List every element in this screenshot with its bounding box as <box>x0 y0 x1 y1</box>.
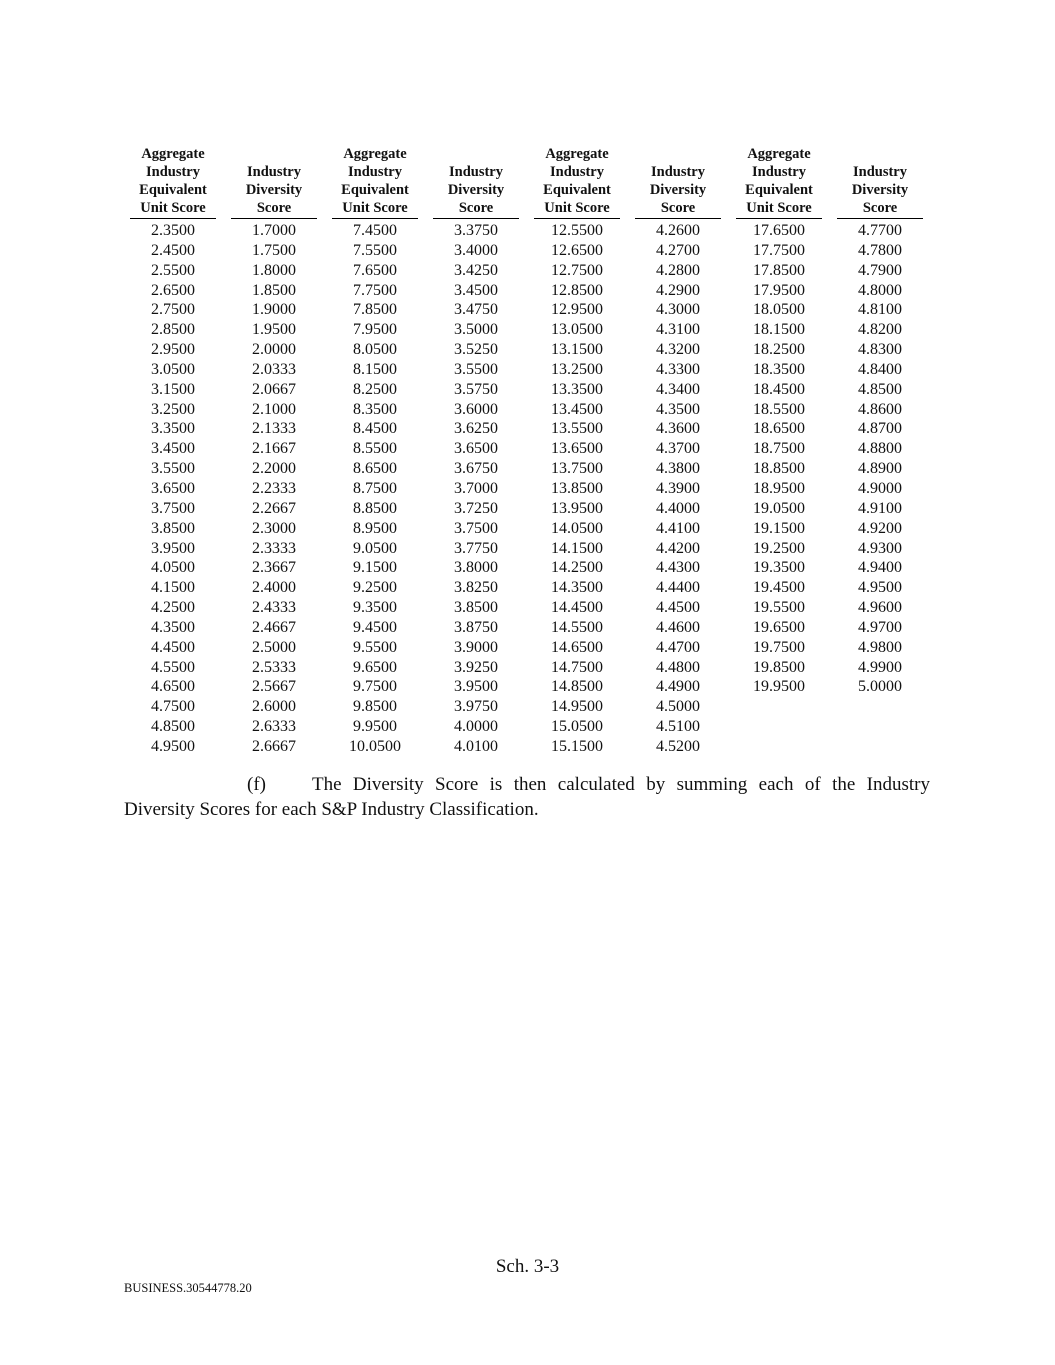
cell-aggregate-unit-score: 2.5500 <box>151 261 195 279</box>
cell-aggregate-unit-score: 18.9500 <box>753 479 805 497</box>
header-line: Unit Score <box>544 200 610 216</box>
cell-aggregate-unit-score: 17.6500 <box>753 222 805 239</box>
cell-industry-diversity-score: 4.4300 <box>656 559 700 577</box>
cell-aggregate-unit-score: 12.5500 <box>551 222 603 239</box>
cell-aggregate-unit-score: 8.5500 <box>353 440 397 458</box>
table-row <box>130 697 923 717</box>
header-line: Unit Score <box>342 200 408 216</box>
header-line: Industry <box>146 164 200 180</box>
cell-industry-diversity-score: 4.3000 <box>656 301 700 319</box>
header-line: Unit Score <box>140 200 206 216</box>
cell-aggregate-unit-score: 4.9500 <box>151 737 195 755</box>
cell-aggregate-unit-score: 13.4500 <box>551 400 603 418</box>
cell-industry-diversity-score: 4.2700 <box>656 241 700 259</box>
page-number: Sch. 3-3 <box>495 1256 560 1277</box>
cell-aggregate-unit-score: 19.4500 <box>753 579 805 597</box>
cell-aggregate-unit-score: 7.7500 <box>353 281 397 299</box>
cell-industry-diversity-score: 4.4200 <box>656 539 700 557</box>
cell-aggregate-unit-score: 18.1500 <box>753 321 805 339</box>
cell-aggregate-unit-score: 19.2500 <box>753 539 805 557</box>
cell-industry-diversity-score: 4.4700 <box>656 638 700 656</box>
cell-aggregate-unit-score: 9.6500 <box>353 658 397 676</box>
header-line: Aggregate <box>545 146 609 162</box>
paragraph-text: The Diversity Score is then calculated by summing each of the Industry Diversity Scores for each S&P Industry Classification. <box>124 774 930 820</box>
cell-aggregate-unit-score: 9.0500 <box>353 539 397 557</box>
document-id: BUSINESS.30544778.20 <box>124 1281 252 1295</box>
cell-aggregate-unit-score: 3.2500 <box>151 400 195 418</box>
table-row <box>130 539 923 559</box>
cell-aggregate-unit-score: 12.6500 <box>551 241 603 259</box>
paragraph-label: (f) <box>247 774 266 795</box>
header-line: Aggregate <box>343 146 407 162</box>
header-line: Score <box>458 200 494 216</box>
cell-aggregate-unit-score: 13.5500 <box>551 420 603 438</box>
cell-aggregate-unit-score: 8.6500 <box>353 460 397 478</box>
table-row <box>130 618 923 638</box>
cell-industry-diversity-score: 2.5667 <box>252 678 296 696</box>
cell-industry-diversity-score: 2.3333 <box>252 539 296 557</box>
cell-aggregate-unit-score: 4.2500 <box>151 599 195 617</box>
cell-industry-diversity-score: 1.8500 <box>252 281 296 299</box>
cell-industry-diversity-score: 4.8900 <box>858 460 902 478</box>
cell-aggregate-unit-score: 2.3500 <box>151 222 195 239</box>
header-line <box>635 145 721 163</box>
cell-aggregate-unit-score: 19.7500 <box>753 638 805 656</box>
cell-aggregate-unit-score: 18.5500 <box>753 400 805 418</box>
cell-industry-diversity-score: 2.5000 <box>252 638 296 656</box>
cell-industry-diversity-score: 4.3700 <box>656 440 700 458</box>
cell-aggregate-unit-score: 2.4500 <box>151 241 195 259</box>
header-industry-diversity-score <box>216 145 317 221</box>
cell-industry-diversity-score: 3.9250 <box>454 658 498 676</box>
cell-aggregate-unit-score: 12.8500 <box>551 281 603 299</box>
cell-aggregate-unit-score: 3.4500 <box>151 440 195 458</box>
cell-industry-diversity-score: 4.9200 <box>858 519 902 537</box>
cell-aggregate-unit-score: 9.8500 <box>353 698 397 716</box>
cell-aggregate-unit-score: 19.5500 <box>753 599 805 617</box>
cell-aggregate-unit-score: 14.2500 <box>551 559 603 577</box>
cell-industry-diversity-score: 2.1333 <box>252 420 296 438</box>
table-row <box>130 598 923 618</box>
table-row <box>130 677 923 697</box>
cell-industry-diversity-score: 4.2900 <box>656 281 700 299</box>
cell-industry-diversity-score: 3.7750 <box>454 539 498 557</box>
table-row <box>130 360 923 380</box>
cell-industry-diversity-score: 3.8250 <box>454 579 498 597</box>
table-row <box>130 558 923 578</box>
header-line: Industry <box>651 164 705 180</box>
cell-industry-diversity-score: 4.4800 <box>656 658 700 676</box>
cell-industry-diversity-score: 4.2600 <box>656 222 700 239</box>
cell-industry-diversity-score: 3.7000 <box>454 479 498 497</box>
table-body <box>130 221 923 757</box>
cell-industry-diversity-score: 1.8000 <box>252 261 296 279</box>
table-row <box>130 717 923 737</box>
header-line <box>837 145 923 163</box>
cell-aggregate-unit-score: 14.3500 <box>551 579 603 597</box>
table-row <box>130 340 923 360</box>
cell-industry-diversity-score: 2.6000 <box>252 698 296 716</box>
cell-aggregate-unit-score: 3.7500 <box>151 499 195 517</box>
table-row <box>130 320 923 340</box>
cell-aggregate-unit-score: 18.6500 <box>753 420 805 438</box>
cell-industry-diversity-score: 3.4500 <box>454 281 498 299</box>
cell-aggregate-unit-score: 7.9500 <box>353 321 397 339</box>
cell-industry-diversity-score: 4.4000 <box>656 499 700 517</box>
table-row <box>130 419 923 439</box>
header-line <box>433 145 519 163</box>
cell-industry-diversity-score: 4.8600 <box>858 400 902 418</box>
header-line: Diversity <box>245 182 303 198</box>
header-line: Industry <box>247 164 301 180</box>
table-row <box>130 241 923 261</box>
cell-aggregate-unit-score: 15.0500 <box>551 718 603 736</box>
table-row <box>130 499 923 519</box>
cell-industry-diversity-score: 3.6750 <box>454 460 498 478</box>
cell-industry-diversity-score <box>822 717 923 737</box>
cell-industry-diversity-score: 4.9500 <box>858 579 902 597</box>
cell-industry-diversity-score: 4.9800 <box>858 638 902 656</box>
cell-industry-diversity-score: 3.4000 <box>454 241 498 259</box>
cell-industry-diversity-score: 4.7900 <box>858 261 902 279</box>
cell-aggregate-unit-score: 14.6500 <box>551 638 603 656</box>
cell-industry-diversity-score: 3.7500 <box>454 519 498 537</box>
cell-industry-diversity-score: 2.3667 <box>252 559 296 577</box>
cell-industry-diversity-score: 2.0333 <box>252 360 296 378</box>
cell-industry-diversity-score: 4.4900 <box>656 678 700 696</box>
header-line: Equivalent <box>139 182 207 198</box>
cell-aggregate-unit-score: 2.9500 <box>151 341 195 359</box>
cell-aggregate-unit-score: 13.7500 <box>551 460 603 478</box>
table-row <box>130 261 923 281</box>
cell-industry-diversity-score: 4.3500 <box>656 400 700 418</box>
cell-aggregate-unit-score: 8.9500 <box>353 519 397 537</box>
cell-aggregate-unit-score: 18.7500 <box>753 440 805 458</box>
cell-industry-diversity-score: 3.8000 <box>454 559 498 577</box>
cell-industry-diversity-score: 2.1667 <box>252 440 296 458</box>
cell-aggregate-unit-score: 18.4500 <box>753 380 805 398</box>
cell-aggregate-unit-score <box>721 737 822 757</box>
table-header-row <box>130 145 923 221</box>
header-line <box>231 145 317 163</box>
cell-industry-diversity-score: 3.9000 <box>454 638 498 656</box>
cell-industry-diversity-score: 4.0100 <box>454 737 498 755</box>
cell-industry-diversity-score: 2.4667 <box>252 618 296 636</box>
cell-industry-diversity-score: 4.8000 <box>858 281 902 299</box>
table-row <box>130 658 923 678</box>
cell-industry-diversity-score: 4.8200 <box>858 321 902 339</box>
cell-industry-diversity-score: 4.3200 <box>656 341 700 359</box>
table-row <box>130 479 923 499</box>
cell-industry-diversity-score: 4.3100 <box>656 321 700 339</box>
cell-aggregate-unit-score: 13.0500 <box>551 321 603 339</box>
cell-aggregate-unit-score: 3.9500 <box>151 539 195 557</box>
cell-aggregate-unit-score: 4.1500 <box>151 579 195 597</box>
cell-aggregate-unit-score <box>721 717 822 737</box>
cell-industry-diversity-score: 4.9000 <box>858 479 902 497</box>
cell-aggregate-unit-score: 3.6500 <box>151 479 195 497</box>
cell-industry-diversity-score: 4.9400 <box>858 559 902 577</box>
cell-aggregate-unit-score: 14.5500 <box>551 618 603 636</box>
cell-industry-diversity-score: 4.3900 <box>656 479 700 497</box>
cell-aggregate-unit-score: 12.9500 <box>551 301 603 319</box>
cell-industry-diversity-score: 4.3400 <box>656 380 700 398</box>
cell-industry-diversity-score: 3.5500 <box>454 360 498 378</box>
cell-industry-diversity-score: 4.9700 <box>858 618 902 636</box>
cell-industry-diversity-score: 2.2000 <box>252 460 296 478</box>
cell-aggregate-unit-score: 9.2500 <box>353 579 397 597</box>
cell-aggregate-unit-score: 14.7500 <box>551 658 603 676</box>
cell-industry-diversity-score: 4.7800 <box>858 241 902 259</box>
diversity-score-table <box>130 145 923 757</box>
cell-industry-diversity-score: 4.7700 <box>858 222 902 239</box>
cell-industry-diversity-score: 4.8300 <box>858 341 902 359</box>
cell-aggregate-unit-score: 3.5500 <box>151 460 195 478</box>
header-line: Industry <box>550 164 604 180</box>
cell-industry-diversity-score: 2.4000 <box>252 579 296 597</box>
cell-industry-diversity-score: 4.4400 <box>656 579 700 597</box>
table-row <box>130 281 923 301</box>
header-line: Equivalent <box>745 182 813 198</box>
cell-aggregate-unit-score: 2.7500 <box>151 301 195 319</box>
header-line: Unit Score <box>746 200 812 216</box>
header-line: Diversity <box>447 182 505 198</box>
cell-industry-diversity-score: 4.4500 <box>656 599 700 617</box>
cell-aggregate-unit-score: 8.1500 <box>353 360 397 378</box>
cell-industry-diversity-score: 2.0667 <box>252 380 296 398</box>
cell-aggregate-unit-score: 14.4500 <box>551 599 603 617</box>
cell-aggregate-unit-score: 9.9500 <box>353 718 397 736</box>
cell-industry-diversity-score: 4.2800 <box>656 261 700 279</box>
cell-industry-diversity-score: 4.3300 <box>656 360 700 378</box>
cell-industry-diversity-score: 3.6000 <box>454 400 498 418</box>
cell-aggregate-unit-score: 13.9500 <box>551 499 603 517</box>
cell-aggregate-unit-score: 19.9500 <box>753 678 805 696</box>
header-line: Aggregate <box>141 146 205 162</box>
cell-aggregate-unit-score: 9.3500 <box>353 599 397 617</box>
header-aggregate-unit-score <box>130 145 216 221</box>
cell-industry-diversity-score: 2.6333 <box>252 718 296 736</box>
cell-industry-diversity-score: 4.8800 <box>858 440 902 458</box>
cell-aggregate-unit-score: 4.4500 <box>151 638 195 656</box>
table-row <box>130 459 923 479</box>
cell-aggregate-unit-score: 13.6500 <box>551 440 603 458</box>
cell-aggregate-unit-score: 10.0500 <box>349 737 401 755</box>
cell-industry-diversity-score: 4.3800 <box>656 460 700 478</box>
header-industry-diversity-score <box>822 145 923 221</box>
cell-aggregate-unit-score: 14.1500 <box>551 539 603 557</box>
cell-aggregate-unit-score: 3.0500 <box>151 360 195 378</box>
header-line: Diversity <box>649 182 707 198</box>
cell-aggregate-unit-score: 4.7500 <box>151 698 195 716</box>
cell-industry-diversity-score: 1.7500 <box>252 241 296 259</box>
header-line: Diversity <box>851 182 909 198</box>
table-row <box>130 737 923 757</box>
cell-aggregate-unit-score: 14.8500 <box>551 678 603 696</box>
cell-industry-diversity-score: 3.4750 <box>454 301 498 319</box>
cell-industry-diversity-score: 2.6667 <box>252 737 296 755</box>
table-row <box>130 221 923 241</box>
cell-industry-diversity-score: 1.9000 <box>252 301 296 319</box>
header-aggregate-unit-score <box>721 145 822 221</box>
header-line: Aggregate <box>747 146 811 162</box>
cell-industry-diversity-score: 2.5333 <box>252 658 296 676</box>
cell-industry-diversity-score: 3.5000 <box>454 321 498 339</box>
cell-aggregate-unit-score: 17.8500 <box>753 261 805 279</box>
cell-industry-diversity-score: 4.4100 <box>656 519 700 537</box>
cell-industry-diversity-score: 3.9750 <box>454 698 498 716</box>
cell-industry-diversity-score: 2.2667 <box>252 499 296 517</box>
cell-industry-diversity-score: 4.8500 <box>858 380 902 398</box>
cell-aggregate-unit-score: 18.2500 <box>753 341 805 359</box>
header-industry-diversity-score <box>418 145 519 221</box>
cell-industry-diversity-score: 4.5100 <box>656 718 700 736</box>
cell-aggregate-unit-score: 7.4500 <box>353 222 397 239</box>
cell-aggregate-unit-score: 8.2500 <box>353 380 397 398</box>
cell-industry-diversity-score: 3.7250 <box>454 499 498 517</box>
cell-industry-diversity-score: 3.8500 <box>454 599 498 617</box>
cell-industry-diversity-score: 3.9500 <box>454 678 498 696</box>
cell-industry-diversity-score: 4.9300 <box>858 539 902 557</box>
cell-aggregate-unit-score: 8.4500 <box>353 420 397 438</box>
header-line: Equivalent <box>341 182 409 198</box>
cell-industry-diversity-score: 4.0000 <box>454 718 498 736</box>
cell-aggregate-unit-score: 2.8500 <box>151 321 195 339</box>
cell-aggregate-unit-score: 8.3500 <box>353 400 397 418</box>
cell-industry-diversity-score: 4.9100 <box>858 499 902 517</box>
cell-aggregate-unit-score: 3.1500 <box>151 380 195 398</box>
cell-industry-diversity-score: 4.8700 <box>858 420 902 438</box>
cell-industry-diversity-score: 3.5750 <box>454 380 498 398</box>
table-row <box>130 380 923 400</box>
table-row <box>130 300 923 320</box>
header-line: Equivalent <box>543 182 611 198</box>
cell-aggregate-unit-score: 7.6500 <box>353 261 397 279</box>
cell-aggregate-unit-score: 3.3500 <box>151 420 195 438</box>
cell-aggregate-unit-score: 19.6500 <box>753 618 805 636</box>
cell-aggregate-unit-score: 14.9500 <box>551 698 603 716</box>
cell-industry-diversity-score: 2.0000 <box>252 341 296 359</box>
cell-industry-diversity-score: 3.5250 <box>454 341 498 359</box>
table-row <box>130 519 923 539</box>
cell-industry-diversity-score: 3.3750 <box>454 222 498 239</box>
cell-industry-diversity-score: 4.5200 <box>656 737 700 755</box>
cell-aggregate-unit-score: 19.3500 <box>753 559 805 577</box>
cell-industry-diversity-score: 2.3000 <box>252 519 296 537</box>
cell-aggregate-unit-score: 4.3500 <box>151 618 195 636</box>
cell-aggregate-unit-score: 17.9500 <box>753 281 805 299</box>
cell-aggregate-unit-score: 18.3500 <box>753 360 805 378</box>
header-industry-diversity-score <box>620 145 721 221</box>
cell-aggregate-unit-score: 13.8500 <box>551 479 603 497</box>
cell-aggregate-unit-score: 19.0500 <box>753 499 805 517</box>
cell-industry-diversity-score: 4.8100 <box>858 301 902 319</box>
header-line: Industry <box>853 164 907 180</box>
table-row <box>130 400 923 420</box>
table-row <box>130 638 923 658</box>
cell-aggregate-unit-score: 9.7500 <box>353 678 397 696</box>
cell-industry-diversity-score <box>822 737 923 757</box>
cell-aggregate-unit-score: 8.0500 <box>353 341 397 359</box>
cell-industry-diversity-score: 4.9600 <box>858 599 902 617</box>
cell-aggregate-unit-score: 19.1500 <box>753 519 805 537</box>
header-line: Industry <box>752 164 806 180</box>
cell-industry-diversity-score: 3.4250 <box>454 261 498 279</box>
cell-industry-diversity-score: 1.7000 <box>252 222 296 239</box>
header-line: Score <box>256 200 292 216</box>
cell-aggregate-unit-score: 18.8500 <box>753 460 805 478</box>
cell-aggregate-unit-score: 4.6500 <box>151 678 195 696</box>
cell-aggregate-unit-score: 14.0500 <box>551 519 603 537</box>
cell-aggregate-unit-score: 7.5500 <box>353 241 397 259</box>
header-line: Industry <box>449 164 503 180</box>
cell-industry-diversity-score: 4.4600 <box>656 618 700 636</box>
cell-industry-diversity-score: 3.6250 <box>454 420 498 438</box>
header-aggregate-unit-score <box>519 145 620 221</box>
cell-industry-diversity-score: 1.9500 <box>252 321 296 339</box>
cell-industry-diversity-score: 4.3600 <box>656 420 700 438</box>
cell-aggregate-unit-score: 13.1500 <box>551 341 603 359</box>
header-aggregate-unit-score <box>317 145 418 221</box>
cell-industry-diversity-score: 2.4333 <box>252 599 296 617</box>
cell-industry-diversity-score: 5.0000 <box>858 678 902 696</box>
cell-aggregate-unit-score: 13.3500 <box>551 380 603 398</box>
cell-aggregate-unit-score: 19.8500 <box>753 658 805 676</box>
cell-aggregate-unit-score: 7.8500 <box>353 301 397 319</box>
cell-aggregate-unit-score: 13.2500 <box>551 360 603 378</box>
cell-aggregate-unit-score: 9.1500 <box>353 559 397 577</box>
cell-aggregate-unit-score: 17.7500 <box>753 241 805 259</box>
cell-aggregate-unit-score: 4.5500 <box>151 658 195 676</box>
cell-aggregate-unit-score: 3.8500 <box>151 519 195 537</box>
header-line: Score <box>660 200 696 216</box>
cell-aggregate-unit-score: 4.8500 <box>151 718 195 736</box>
cell-aggregate-unit-score: 15.1500 <box>551 737 603 755</box>
cell-industry-diversity-score: 3.6500 <box>454 440 498 458</box>
cell-industry-diversity-score: 4.8400 <box>858 360 902 378</box>
paragraph-f <box>124 772 930 822</box>
header-line: Industry <box>348 164 402 180</box>
header-line: Score <box>862 200 898 216</box>
cell-aggregate-unit-score: 9.4500 <box>353 618 397 636</box>
cell-aggregate-unit-score: 18.0500 <box>753 301 805 319</box>
cell-aggregate-unit-score <box>721 697 822 717</box>
cell-aggregate-unit-score: 9.5500 <box>353 638 397 656</box>
table-row <box>130 578 923 598</box>
cell-aggregate-unit-score: 4.0500 <box>151 559 195 577</box>
cell-aggregate-unit-score: 8.8500 <box>353 499 397 517</box>
cell-industry-diversity-score: 2.1000 <box>252 400 296 418</box>
cell-aggregate-unit-score: 8.7500 <box>353 479 397 497</box>
table-row <box>130 439 923 459</box>
cell-industry-diversity-score <box>822 697 923 717</box>
cell-industry-diversity-score: 2.2333 <box>252 479 296 497</box>
cell-aggregate-unit-score: 2.6500 <box>151 281 195 299</box>
cell-industry-diversity-score: 4.5000 <box>656 698 700 716</box>
cell-industry-diversity-score: 3.8750 <box>454 618 498 636</box>
cell-aggregate-unit-score: 12.7500 <box>551 261 603 279</box>
cell-industry-diversity-score: 4.9900 <box>858 658 902 676</box>
